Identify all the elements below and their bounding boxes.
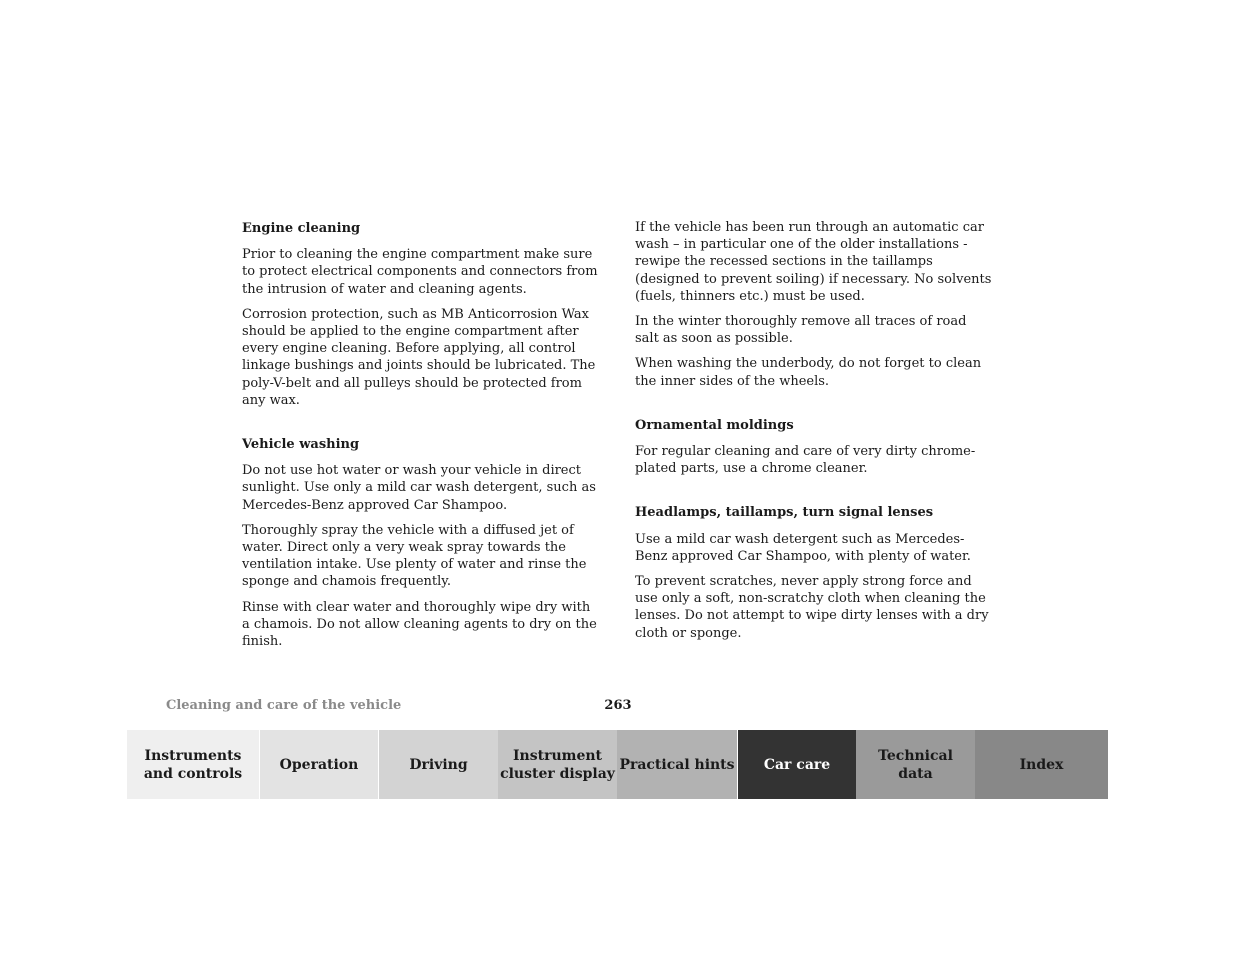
engine-cleaning-paragraph-1: Prior to cleaning the engine compartment make sure to protect electrical components and connectors from the intrusion of water and cleaning agents. [242, 247, 598, 297]
right-column [635, 219, 993, 650]
vehicle-washing-paragraph-1: Do not use hot water or wash your vehicle in direct sunlight. Use only a mild car wash detergent, such as Mercedes-Benz approved Car Shampoo. [242, 463, 596, 513]
tab-label: Operation [279, 756, 359, 773]
lenses-paragraph-2: To prevent scratches, never apply strong force and use only a soft, non-scratchy cloth when cleaning the lenses. Do not attempt to wipe dirty lenses with a dry cloth or sponge. [635, 574, 989, 641]
tab-instruments-and-controls[interactable] [127, 730, 259, 799]
page-number: 263 [604, 698, 632, 713]
ornamental-moldings-heading: Ornamental moldings [635, 417, 794, 433]
tab-label: Driving [409, 756, 468, 773]
underbody-paragraph: When washing the underbody, do not forget to clean the inner sides of the wheels. [635, 356, 982, 389]
tab-label: Index [1019, 756, 1064, 773]
ornamental-moldings-paragraph: For regular cleaning and care of very dirty chrome-plated parts, use a chrome cleaner. [635, 444, 976, 477]
lenses-paragraph-1: Use a mild car wash detergent such as Mercedes-Benz approved Car Shampoo, with plenty of water. [635, 531, 971, 564]
tab-instrument-cluster-display[interactable] [498, 730, 617, 799]
vehicle-washing-heading: Vehicle washing [242, 437, 360, 453]
tab-label: Instrument cluster display [500, 747, 615, 782]
winter-salt-paragraph: In the winter thoroughly remove all traces of road salt as soon as possible. [635, 314, 967, 347]
lenses-heading: Headlamps, taillamps, turn signal lenses [635, 505, 934, 521]
tab-car-care[interactable] [737, 730, 856, 799]
engine-cleaning-heading: Engine cleaning [242, 221, 361, 236]
chapter-navigation [127, 730, 1108, 799]
tab-technical-data[interactable] [856, 730, 975, 799]
tab-practical-hints[interactable] [617, 730, 737, 799]
tab-label: Technical data [878, 747, 953, 782]
tab-index[interactable] [975, 730, 1108, 799]
section-title: Cleaning and care of the vehicle [166, 698, 402, 713]
vehicle-washing-paragraph-3: Rinse with clear water and thoroughly wipe dry with a chamois. Do not allow cleaning agents to dry on the finish. [242, 599, 597, 650]
engine-cleaning-paragraph-2: Corrosion protection, such as MB Anticorrosion Wax should be applied to the engine compartment after every engine cleaning. Before applying, all control linkage bushings and joints should be lubricated. The poly-V-belt and all pulleys should be protected from any wax. [242, 306, 596, 408]
left-column [242, 219, 600, 658]
tab-label: Instruments and controls [143, 747, 243, 782]
vehicle-washing-paragraph-2: Thoroughly spray the vehicle with a diffused jet of water. Direct only a very weak spray towards the ventilation intake. Use plenty of water and rinse the sponge and chamois frequently. [242, 522, 587, 590]
automatic-wash-paragraph: If the vehicle has been run through an automatic car wash – in particular one of the older installations - rewipe the recessed sections in the taillamps (designed to prevent soiling) if necessary. No solvents (fuels, thinners etc.) must be used. [635, 220, 992, 304]
tab-label: Car care [763, 756, 831, 773]
tab-label: Practical hints [619, 756, 735, 773]
tab-operation[interactable] [259, 730, 378, 799]
tab-driving[interactable] [378, 730, 498, 799]
